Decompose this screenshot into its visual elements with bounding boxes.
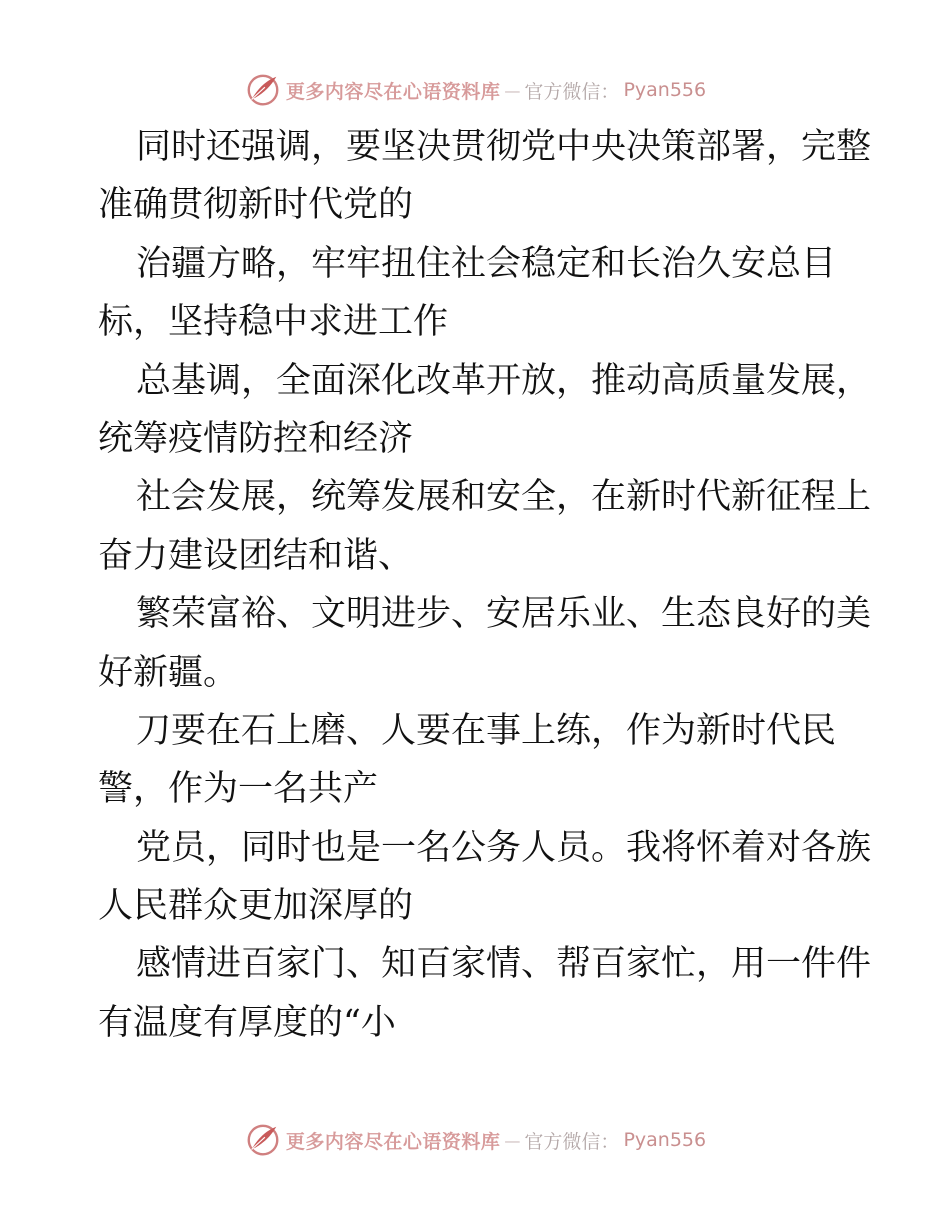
watermark-brand: 更多内容尽在心语资料库 <box>285 1130 501 1153</box>
text-line: 统筹疫情防控和经济 <box>98 418 414 459</box>
header-watermark <box>0 70 950 110</box>
text-line: 同时还强调，要坚决贯彻党中央决策部署，完整 <box>136 127 872 167</box>
text-line: 好新疆。 <box>98 652 239 693</box>
watermark-label: 官方微信： <box>524 1130 620 1153</box>
text-line: 党员，同时也是一名公务人员。我将怀着对各族 <box>136 827 872 868</box>
text-line: 准确贯彻新时代党的 <box>98 185 414 226</box>
text-line: 有温度有厚度的“小 <box>98 1002 396 1043</box>
text-line: 繁荣富裕、文明进步、安居乐业、生态良好的美 <box>136 594 872 635</box>
text-line: 感情进百家门、知百家情、帮百家忙，用一件件 <box>136 944 872 985</box>
quill-logo-icon <box>244 71 282 109</box>
text-line: 奋力建设团结和谐、 <box>98 535 414 576</box>
text-line: 标，坚持稳中求进工作 <box>98 302 449 343</box>
text-line: 社会发展，统筹发展和安全，在新时代新征程上 <box>136 477 872 518</box>
footer-watermark <box>0 1120 950 1160</box>
text-line: 警，作为一名共产 <box>98 769 379 810</box>
text-line: 治疆方略，牢牢扭住社会稳定和长治久安总目 <box>136 243 837 284</box>
text-line: 刀要在石上磨、人要在事上练，作为新时代民 <box>136 710 837 751</box>
watermark-label: 官方微信： <box>524 80 620 103</box>
watermark-brand: 更多内容尽在心语资料库 <box>285 80 501 103</box>
text-line: 总基调，全面深化改革开放，推动高质量发展， <box>136 360 872 401</box>
quill-logo-icon <box>244 1121 282 1159</box>
watermark-wechat-id: Pyan556 <box>623 79 707 101</box>
watermark-separator: — <box>504 80 521 100</box>
body-text <box>98 118 872 1052</box>
watermark-separator: — <box>504 1130 521 1150</box>
text-line: 人民群众更加深厚的 <box>98 886 414 927</box>
watermark-wechat-id: Pyan556 <box>623 1129 707 1151</box>
